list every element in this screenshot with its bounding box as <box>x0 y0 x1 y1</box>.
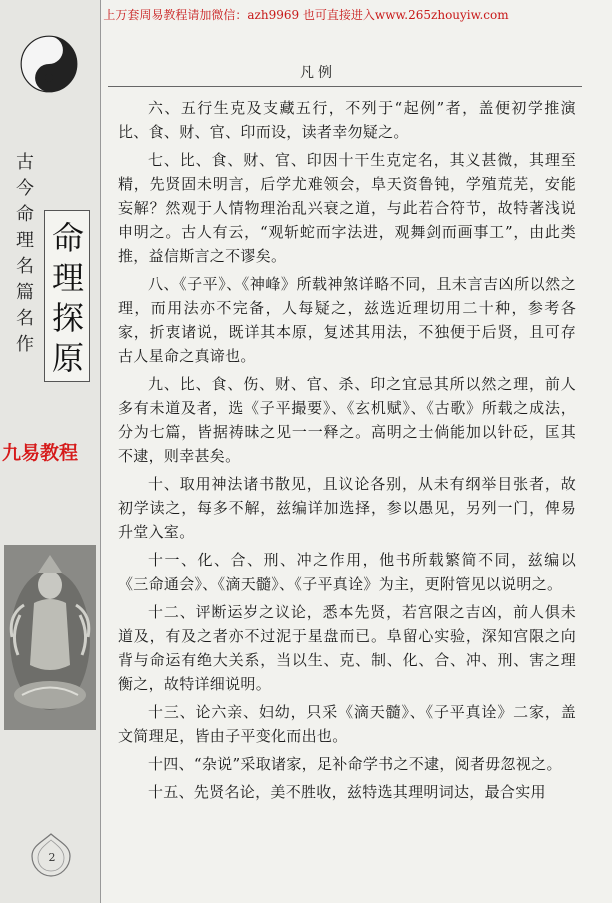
header-rule <box>108 86 582 87</box>
paragraph: 九、比、食、伤、财、官、杀、印之宜忌其所以然之理，前人多有未道及者，选《子平撮要》、《玄机赋》、《古歌》所载之成法，分为七篇，皆据祷昧之见一一释之。高明之士倘能加以针砭，匡其不逮，则幸甚矣。 <box>118 375 576 465</box>
book-spine-sidebar <box>0 0 101 903</box>
page-body <box>118 96 576 808</box>
paragraph: 七、比、食、财、官、印因十干生克定名，其义甚微，其理至精，先贤固未明言，后学尤难领会，阜天资鲁钝，学殖荒芜，安能妄解？然观于人情物理治乱兴衰之道，与此若合符节，故特著浅说申明之。古人有云，“观斩蛇而字法进，观舞剑而画事工”，由此类推，益信斯言之不谬矣。 <box>118 151 576 265</box>
yin-yang-icon <box>20 35 78 93</box>
paragraph: 六、五行生克及支藏五行，不列于“起例”者，盖便初学推演比、食、财、官、印而设，读者幸勿疑之。 <box>118 99 576 141</box>
paragraph: 十四、“杂说”采取诸家，足补命学书之不逮，阅者毋忽视之。 <box>148 755 562 773</box>
page-header: 凡例 <box>300 65 336 81</box>
paragraph: 十一、化、合、刑、冲之作用，他书所载繁简不同，兹编以《三命通会》、《滴天髓》、《子平真诠》为主，更附管见以说明之。 <box>118 551 576 593</box>
paragraph: 十五、先贤名论，美不胜收，兹特选其理明词达，最合实用 <box>148 783 546 801</box>
paragraph: 八、《子平》、《神峰》所载神煞详略不同，且未言吉凶所以然之理，而用法亦不完备，人每疑之，兹选近理切用二十种，参考各家，折衷诸说，既详其本原，复述其用法，不独便于后贤，且可存古人星命之真谛也。 <box>118 275 576 365</box>
page-number: 2 <box>48 851 56 864</box>
brand-label: 九易教程 <box>2 442 79 464</box>
paragraph: 十三、论六亲、妇幼，只采《滴天髓》、《子平真诠》二家，盖文简理足，皆由子平变化而出也。 <box>118 703 576 745</box>
series-title: 古今命理名篇名作 <box>16 152 34 355</box>
paragraph: 十二、评断运岁之议论，悉本先贤，若宫限之吉凶，前人俱未道及，有及之者亦不过泥于星盘而已。阜留心实验，深知宫限之向背与命运有绝大关系，当以生、克、制、化、合、冲、刑、害之理衡之，故特详细说明。 <box>118 603 576 693</box>
paragraph: 十、取用神法诸书散见，且议论各别，从未有纲举目张者，故初学读之，每多不解，兹编详加选择，参以愚见，另列一门，俾易升堂入室。 <box>118 475 576 541</box>
watermark-banner: 上万套周易教程请加微信：azh9969 也可直接进入www.265zhouyiw.com <box>103 8 509 22</box>
bodhisattva-image <box>4 545 96 730</box>
book-title: 命理探原 <box>51 219 84 377</box>
